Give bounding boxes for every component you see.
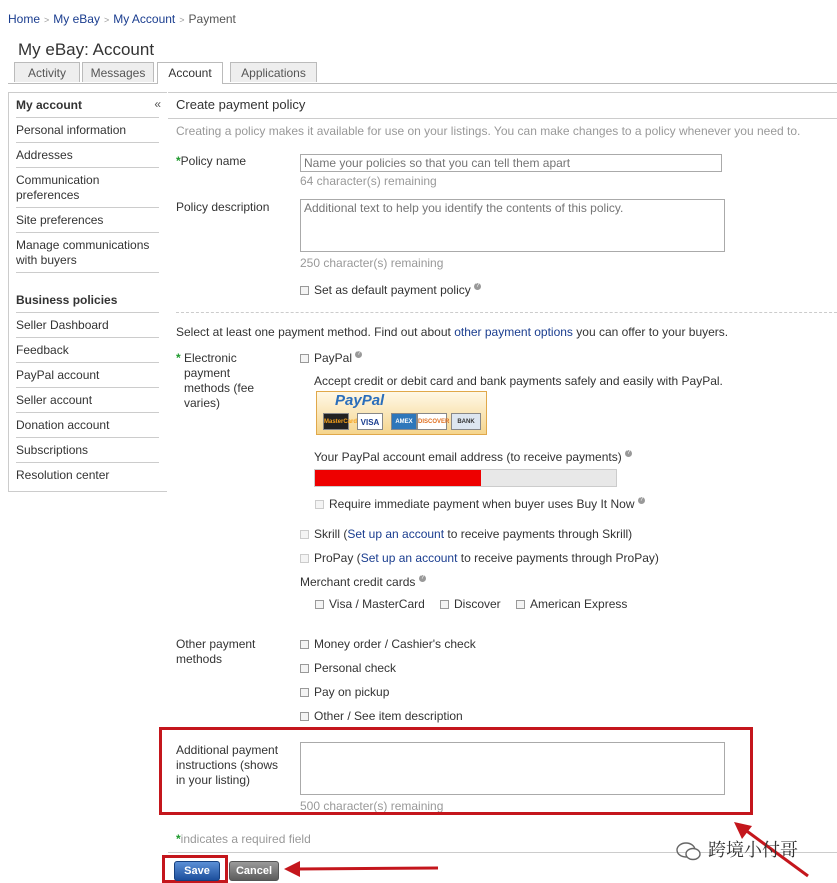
american-express-label: American Express — [530, 597, 628, 611]
arrow-to-save-icon — [284, 861, 438, 877]
skrill-prefix: Skrill ( — [314, 527, 348, 541]
electronic-methods-label: Electronic payment methods (fee varies) — [184, 351, 255, 410]
skrill-setup-link[interactable]: Set up an account — [347, 527, 445, 541]
sidebar-item-donation-account[interactable]: Donation account — [16, 418, 159, 438]
payment-intro-suffix: you can offer to your buyers. — [572, 325, 729, 339]
sidebar-item-business-policies[interactable]: Business policies — [16, 293, 159, 313]
visa-icon: VISA — [357, 413, 383, 430]
other-description-label: Other / See item description — [314, 709, 463, 723]
default-policy-text: Set as default payment policy — [314, 283, 471, 297]
form-intro: Creating a policy makes it available for use on your listings. You can make changes to a policy whenever you need to. — [176, 124, 801, 138]
wechat-icon — [676, 841, 702, 861]
cancel-button[interactable]: Cancel — [229, 861, 279, 881]
help-icon[interactable]: ? — [639, 497, 643, 503]
required-star: * — [176, 832, 181, 846]
immediate-payment-label: Require immediate payment when buyer uses Buy It Now — [329, 497, 635, 511]
pay-on-pickup-label: Pay on pickup — [314, 685, 390, 699]
help-icon[interactable]: ? — [420, 575, 424, 581]
sidebar-item-manage-communications[interactable]: Manage communications with buyers — [16, 238, 159, 273]
propay-setup-link[interactable]: Set up an account — [360, 551, 458, 565]
required-marker: * — [176, 154, 181, 168]
amex-icon: AMEX — [391, 413, 417, 430]
breadcrumb-separator: > — [103, 15, 110, 25]
breadcrumb-separator: > — [179, 15, 185, 25]
sidebar-item-personal-information[interactable]: Personal information — [16, 123, 159, 143]
collapse-icon[interactable]: « — [154, 97, 161, 111]
sidebar-item-paypal-account[interactable]: PayPal account — [16, 368, 159, 388]
policy-description-remaining: 250 character(s) remaining — [300, 256, 444, 270]
help-icon[interactable]: ? — [626, 450, 631, 456]
personal-check-label: Personal check — [314, 661, 397, 675]
breadcrumb-my-account[interactable]: My Account — [113, 12, 176, 26]
required-star: * — [176, 351, 181, 365]
sidebar-item-seller-dashboard[interactable]: Seller Dashboard — [16, 318, 159, 338]
policy-name-remaining: 64 character(s) remaining — [300, 174, 437, 188]
money-order-label: Money order / Cashier's check — [314, 637, 476, 651]
required-note-text: indicates a required field — [180, 832, 311, 846]
watermark-text: 跨境小付哥 — [708, 840, 798, 860]
visa-mastercard-label: Visa / MasterCard — [329, 597, 425, 611]
breadcrumb-separator: > — [44, 15, 50, 25]
additional-instructions-remaining: 500 character(s) remaining — [300, 799, 444, 813]
sidebar-item-seller-account[interactable]: Seller account — [16, 393, 159, 413]
breadcrumb-home[interactable]: Home — [8, 12, 41, 26]
tab-messages[interactable]: Messages — [82, 62, 154, 82]
discover-icon: DISCOVER — [417, 413, 447, 430]
page-title: My eBay: Account — [18, 40, 155, 59]
help-icon[interactable]: ? — [475, 283, 480, 289]
other-payment-options-link[interactable]: other payment options — [454, 325, 573, 339]
tab-applications[interactable]: Applications — [230, 62, 317, 82]
propay-prefix: ProPay ( — [314, 551, 361, 565]
breadcrumb-my-ebay[interactable]: My eBay — [53, 12, 100, 26]
tab-activity[interactable]: Activity — [14, 62, 80, 82]
propay-suffix: to receive payments through ProPay) — [457, 551, 659, 565]
paypal-email-label-text: Your PayPal account email address (to receive payments) — [314, 450, 622, 464]
bank-icon: BANK — [451, 413, 481, 430]
merchant-cards-label-text: Merchant credit cards — [300, 575, 416, 589]
paypal-description: Accept credit or debit card and bank payments safely and easily with PayPal. — [314, 374, 723, 388]
mastercard-icon: MasterCard — [323, 413, 349, 430]
sidebar-item-my-account[interactable]: My account — [16, 98, 159, 118]
watermark — [676, 836, 798, 862]
help-icon[interactable]: ? — [357, 351, 361, 357]
other-methods-label: Other payment methods — [176, 637, 256, 666]
policy-name-label-text: Policy name — [180, 154, 247, 168]
payment-intro-prefix: Select at least one payment method. Find out about — [176, 325, 455, 339]
sidebar-item-addresses[interactable]: Addresses — [16, 148, 159, 168]
paypal-wordmark: PayPal — [335, 392, 385, 409]
policy-description-label: Policy description — [176, 200, 270, 214]
paypal-label: PayPal — [314, 351, 353, 365]
tab-account[interactable]: Account — [157, 62, 223, 84]
save-button[interactable]: Save — [174, 861, 220, 881]
discover-label: Discover — [454, 597, 501, 611]
additional-instructions-label: Additional payment instructions (shows in your listing) — [176, 743, 279, 787]
skrill-suffix: to receive payments through Skrill) — [444, 527, 633, 541]
form-heading: Create payment policy — [176, 97, 306, 112]
sidebar-item-subscriptions[interactable]: Subscriptions — [16, 443, 159, 463]
sidebar-item-site-preferences[interactable]: Site preferences — [16, 213, 159, 233]
sidebar-item-feedback[interactable]: Feedback — [16, 343, 159, 363]
sidebar-item-communication-preferences[interactable]: Communication preferences — [16, 173, 159, 208]
sidebar-item-resolution-center[interactable]: Resolution center — [16, 468, 110, 482]
breadcrumb-current: Payment — [188, 12, 236, 26]
